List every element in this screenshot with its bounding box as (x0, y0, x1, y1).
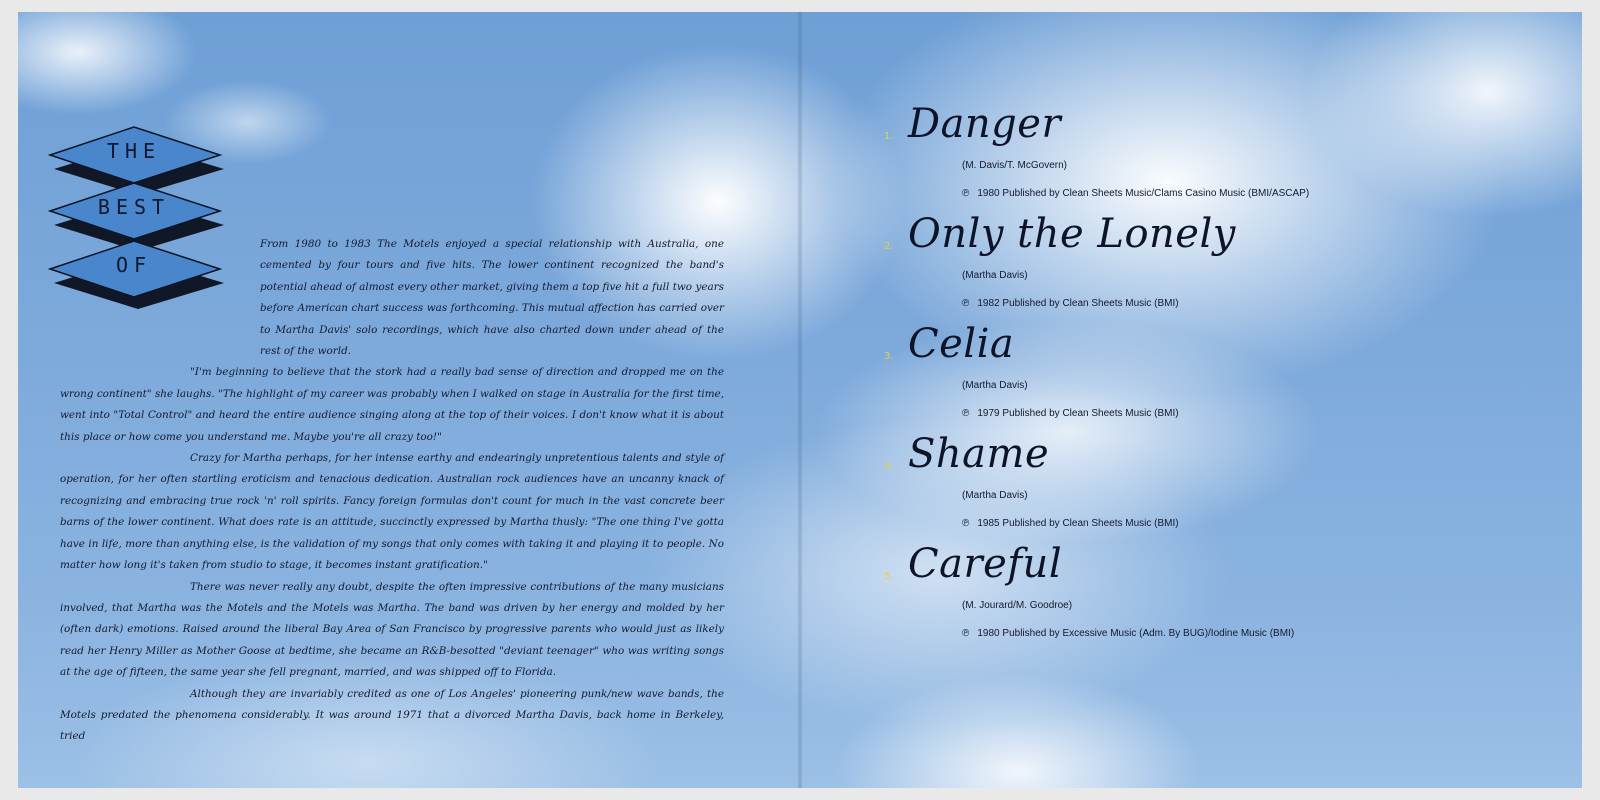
track-publishing-text: 1980 Published by Clean Sheets Music/Clams Casino Music (BMI/ASCAP) (977, 188, 1310, 199)
liner-notes-essay (60, 234, 724, 748)
track-number: 2. (884, 241, 894, 252)
track-publishing-text: 1980 Published by Excessive Music (Adm. By BUG)/Iodine Music (BMI) (977, 628, 1295, 639)
track-title: Only the Lonely (908, 211, 1236, 257)
track-writer-credit: (M. Davis/T. McGovern) (962, 160, 1068, 171)
track-item (884, 430, 1582, 540)
essay-paragraph: From 1980 to 1983 The Motels enjoyed a special relationship with Australia, one cemented by four tours and five hits. The lower continent recognized the band's potential ahead of almost every other market, giving them a top five hit a full two years before American chart success was forthcoming. This mutual affection has carried over to Martha Davis' solo recordings, which have also charted down under ahead of the rest of the world. (260, 238, 724, 358)
phonogram-icon: ℗ (962, 188, 970, 199)
track-number: 3. (884, 351, 894, 362)
essay-paragraph: Crazy for Martha perhaps, for her intense earthy and endearingly unpretentious talents and style of operation, for her often startling eroticism and tenacious dedication. Australian rock audiences have an uncanny knack of recognizing and embracing true rock 'n' roll spirits. Fancy foreign formulas don't count for much in the vast concrete beer barns of the lower continent. What does rate is an attitude, succinctly expressed by Martha thusly: "The one thing I've gotta have in life, more than anything else, is the validation of my songs that only comes with taking it and playing it to people. No matter how long it's taken from studio to stage, it becomes instant gratification." (60, 452, 724, 572)
track-publishing (962, 188, 1309, 199)
track-item (884, 210, 1582, 320)
phonogram-icon: ℗ (962, 408, 970, 419)
track-title: Danger (908, 101, 1062, 147)
track-title: Shame (908, 431, 1050, 477)
track-title: Celia (908, 321, 1015, 367)
track-list (884, 100, 1582, 650)
phonogram-icon: ℗ (962, 628, 970, 639)
track-publishing (962, 628, 1294, 639)
booklet-spine (797, 12, 803, 788)
track-item (884, 540, 1582, 650)
track-number: 5. (884, 571, 894, 582)
track-number: 4. (884, 461, 894, 472)
track-writer-credit: (Martha Davis) (962, 270, 1028, 281)
track-writer-credit: (Martha Davis) (962, 380, 1028, 391)
booklet-spread (18, 12, 1582, 788)
track-publishing (962, 298, 1179, 309)
track-item (884, 100, 1582, 210)
phonogram-icon: ℗ (962, 298, 970, 309)
track-publishing-text: 1985 Published by Clean Sheets Music (BMI) (977, 518, 1179, 529)
track-publishing-text: 1979 Published by Clean Sheets Music (BMI) (977, 408, 1179, 419)
track-writer-credit: (M. Jourard/M. Goodroe) (962, 600, 1073, 611)
track-publishing (962, 518, 1179, 529)
track-publishing (962, 408, 1179, 419)
track-title: Careful (908, 541, 1063, 587)
essay-paragraph: "I'm beginning to believe that the stork had a really bad sense of direction and dropped me on the wrong continent" she laughs. "The highlight of my career was probably when I walked on stage in Australia for the first time, went into "Total Control" and heard the entire audience singing along at the top of their voices. I don't know what it is about this place or how come you understand me. Maybe you're all crazy too!" (60, 366, 724, 443)
logo-word-the: THE (106, 139, 162, 163)
essay-paragraph: Although they are invariably credited as one of Los Angeles' pioneering punk/new wave bands, the Motels predated the phenomena considerably. It was around 1971 that a divorced Martha Davis, back home in Berkeley, tried (60, 687, 724, 743)
track-item (884, 320, 1582, 430)
logo-word-best: BEST (97, 195, 171, 219)
track-writer-credit: (Martha Davis) (962, 490, 1028, 501)
phonogram-icon: ℗ (962, 518, 970, 529)
essay-paragraph: There was never really any doubt, despite the often impressive contributions of the many musicians involved, that Martha was the Motels and the Motels was Martha. The band was driven by her energy and molded by her (often dark) emotions. Raised around the liberal Bay Area of San Francisco by progressive parents who would just as likely read her Henry Miller as Mother Goose at bedtime, she became an R&B-besotted "deviant teenager" who was writing songs at the age of fifteen, the same year she fell pregnant, married, and was shipped off to Florida. (60, 580, 724, 679)
track-number: 1. (884, 131, 894, 142)
track-publishing-text: 1982 Published by Clean Sheets Music (BMI) (977, 298, 1179, 309)
logo-word-of: OF (115, 253, 153, 277)
